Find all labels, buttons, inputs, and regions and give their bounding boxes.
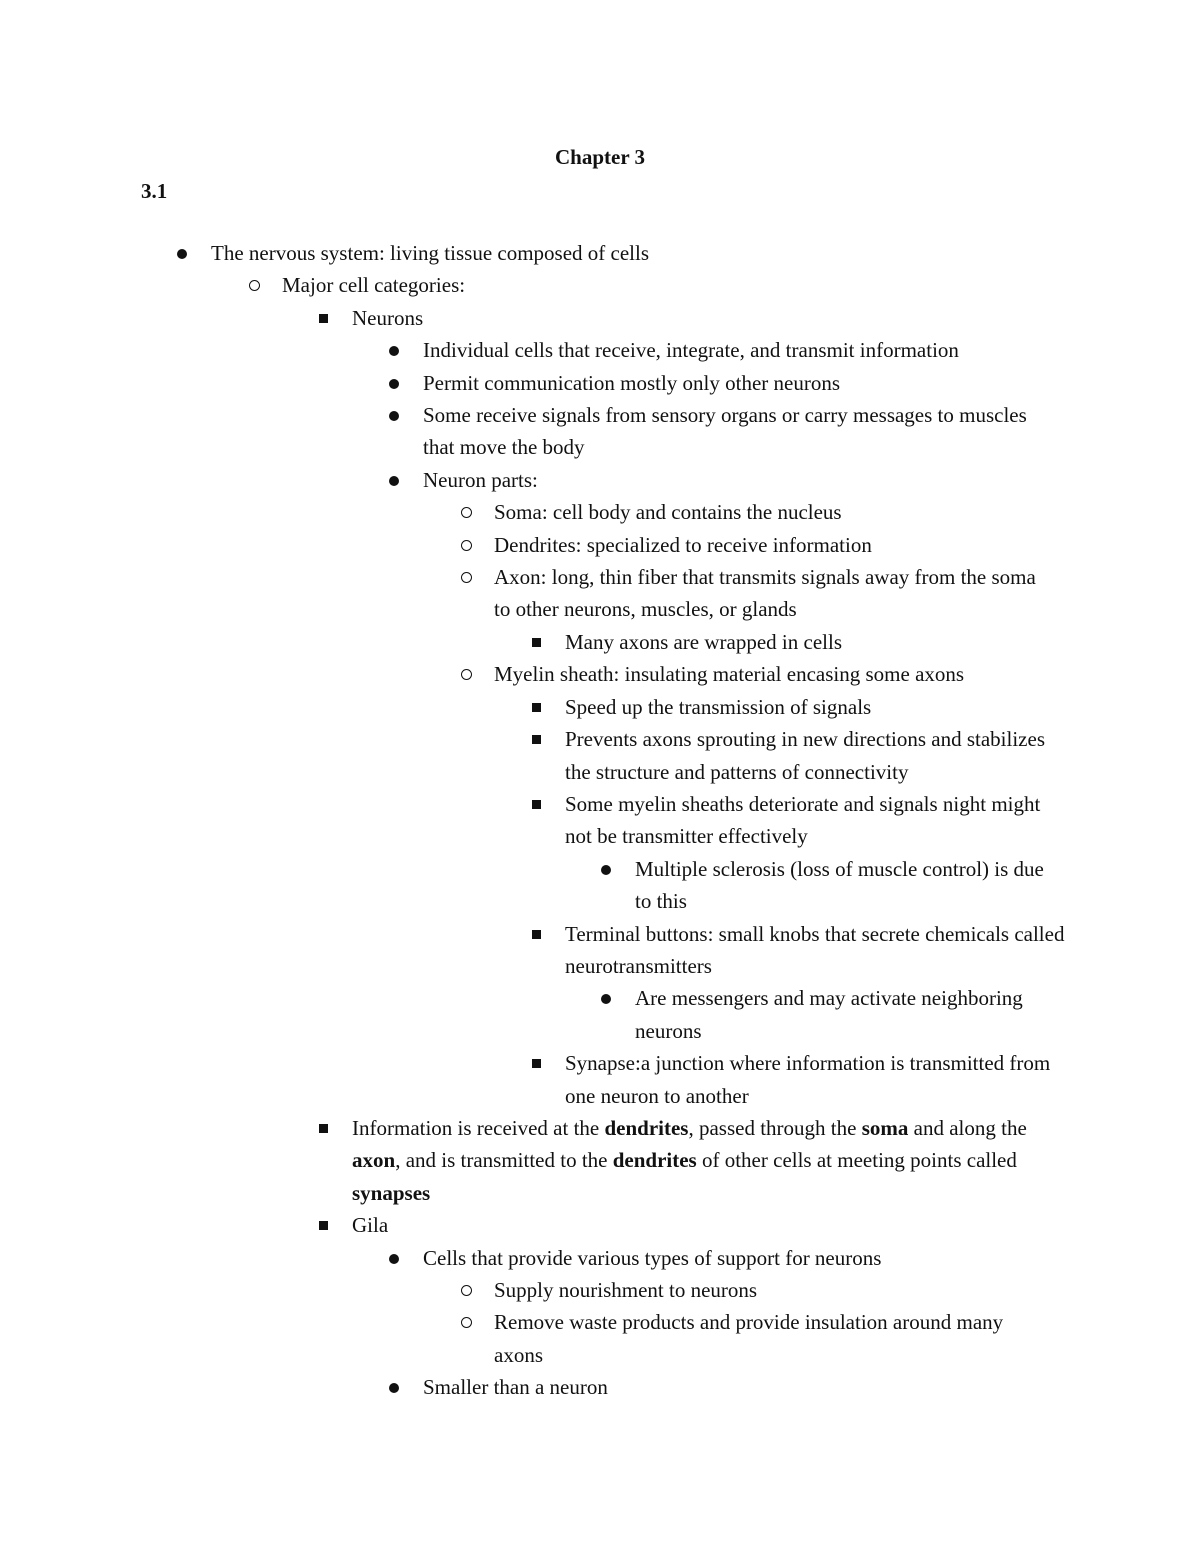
list-item (423, 1371, 1063, 1403)
list-item (494, 1306, 1054, 1371)
list-item (635, 982, 1065, 1047)
list-item-text: Some myelin sheaths deteriorate and signals night might not be transmitter effectively (565, 791, 1041, 849)
section-heading: 3.1 (141, 179, 168, 203)
bold-term: synapses (352, 1180, 431, 1205)
list-item (494, 496, 1054, 528)
list-item-text: Axon: long, thin fiber that transmits signals away from the soma to other neurons, muscles, or glands (494, 565, 1036, 622)
list-item-text: Neurons (352, 305, 424, 330)
list-item-text: Many axons are wrapped in cells (565, 629, 842, 654)
list-item-text: Prevents axons sprouting in new directions and stabilizes the structure and patterns of connectivity (565, 727, 1045, 784)
disc-bullet-icon (389, 346, 399, 356)
list-item (565, 691, 1065, 723)
text-segment: of other cells at meeting points called (696, 1148, 1017, 1173)
square-bullet-icon (532, 1059, 541, 1068)
list-item-text (352, 1112, 1052, 1209)
list-item-text: Permit communication mostly only other neurons (423, 370, 841, 395)
text-segment: , passed through the (688, 1115, 862, 1140)
square-bullet-icon (319, 314, 328, 323)
list-item-text: Dendrites: specialized to receive information (494, 532, 872, 557)
square-bullet-icon (319, 1221, 328, 1230)
list-item-text: Multiple sclerosis (loss of muscle control) is due to this (635, 856, 1044, 914)
text-segment: and along the (908, 1115, 1027, 1140)
bullet-outline (0, 237, 1200, 1404)
bold-term: dendrites (604, 1115, 689, 1140)
bold-term: dendrites (612, 1148, 697, 1173)
circle-bullet-icon (461, 1317, 472, 1328)
list-item (352, 302, 1052, 334)
list-item (635, 853, 1065, 918)
list-item (494, 529, 1054, 561)
circle-bullet-icon (461, 540, 472, 551)
list-item-text: The nervous system: living tissue composed of cells (211, 241, 650, 265)
list-item (423, 334, 1063, 366)
text-segment: , and is transmitted to the (395, 1148, 613, 1173)
disc-bullet-icon (389, 476, 399, 486)
list-item-text: Remove waste products and provide insulation around many axons (494, 1310, 1004, 1367)
disc-bullet-icon (389, 411, 399, 421)
disc-bullet-icon (177, 249, 187, 259)
list-item (565, 918, 1065, 983)
square-bullet-icon (532, 703, 541, 712)
bold-term: axon (352, 1148, 396, 1173)
circle-bullet-icon (249, 280, 260, 291)
list-item-text: Major cell categories: (282, 273, 466, 298)
disc-bullet-icon (389, 379, 399, 389)
disc-bullet-icon (601, 994, 611, 1004)
list-item-text: Terminal buttons: small knobs that secrete chemicals called neurotransmitters (565, 921, 1065, 978)
list-item (565, 723, 1065, 788)
circle-bullet-icon (461, 669, 472, 680)
list-item-text: Synapse:a junction where information is transmitted from one neuron to another (565, 1051, 1051, 1108)
list-item-text: Speed up the transmission of signals (565, 694, 872, 719)
list-item (352, 1112, 1052, 1209)
square-bullet-icon (319, 1124, 328, 1133)
circle-bullet-icon (461, 507, 472, 518)
list-item (423, 367, 1063, 399)
list-item (565, 1047, 1065, 1112)
list-item (211, 237, 971, 269)
list-item-text: Supply nourishment to neurons (494, 1278, 758, 1302)
circle-bullet-icon (461, 572, 472, 583)
disc-bullet-icon (389, 1254, 399, 1264)
list-item-text: Smaller than a neuron (423, 1375, 608, 1400)
list-item-text: Soma: cell body and contains the nucleus (494, 500, 842, 525)
disc-bullet-icon (601, 865, 611, 875)
square-bullet-icon (532, 638, 541, 647)
list-item-text: Individual cells that receive, integrate, and transmit information (423, 338, 959, 363)
chapter-title: Chapter 3 (554, 145, 646, 169)
square-bullet-icon (532, 930, 541, 939)
list-item (494, 1274, 1054, 1306)
list-item-text: Gila (352, 1213, 389, 1238)
bold-term: soma (861, 1115, 909, 1140)
list-item (423, 464, 1063, 496)
list-item-text: Cells that provide various types of support for neurons (423, 1245, 882, 1270)
list-item-text: Neuron parts: (423, 467, 538, 492)
list-item-text: Myelin sheath: insulating material encasing some axons (494, 662, 965, 687)
text-segment: Information is received at the (352, 1115, 605, 1140)
list-item-text: Are messengers and may activate neighboring neurons (635, 986, 1023, 1043)
list-item (352, 1209, 1052, 1241)
list-item (565, 626, 1065, 658)
list-item-text: Some receive signals from sensory organs or carry messages to muscles that move the body (423, 403, 1027, 460)
disc-bullet-icon (389, 1383, 399, 1393)
list-item (565, 788, 1065, 853)
square-bullet-icon (532, 735, 541, 744)
list-item (423, 1242, 1063, 1274)
square-bullet-icon (532, 800, 541, 809)
list-item (423, 399, 1063, 464)
list-item (494, 561, 1054, 626)
circle-bullet-icon (461, 1285, 472, 1296)
list-item (282, 269, 1042, 301)
list-item (494, 658, 1054, 690)
